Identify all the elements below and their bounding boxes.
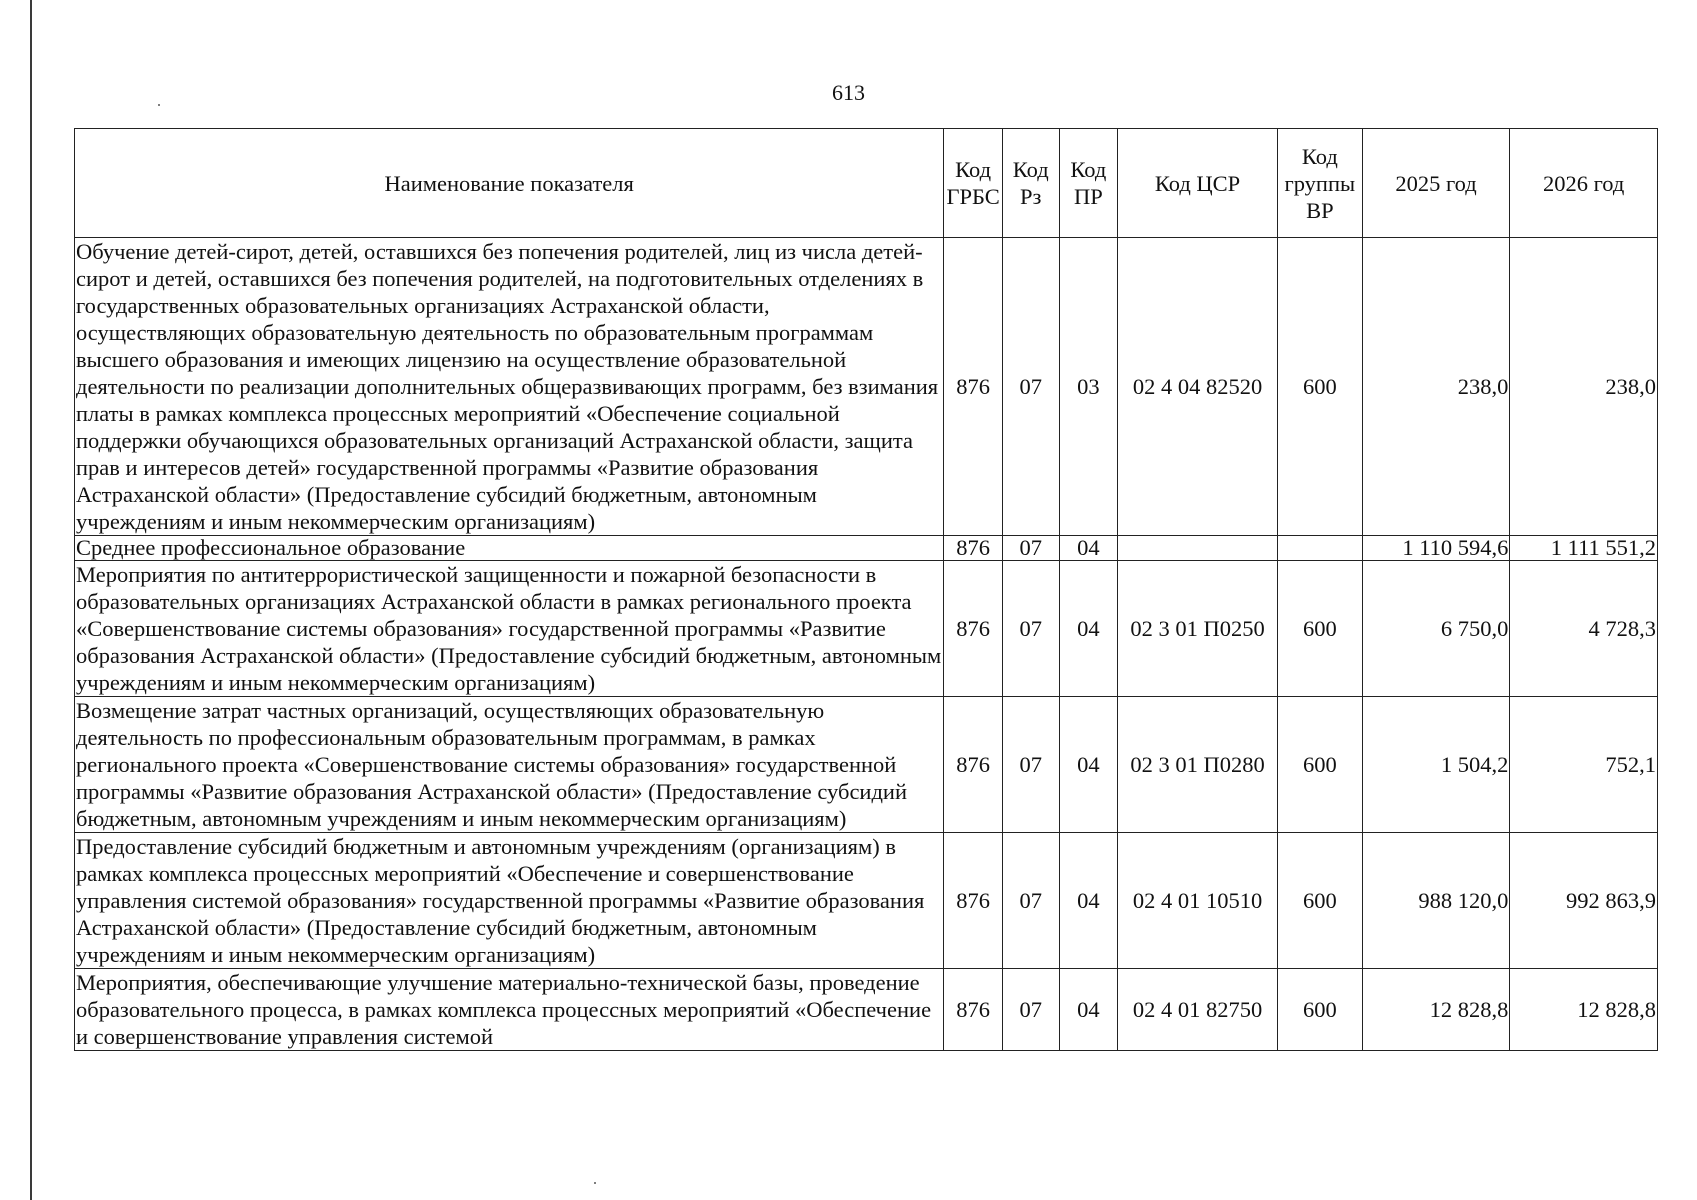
- row-2026: 238,0: [1510, 238, 1658, 536]
- row-rz: 07: [1002, 968, 1059, 1050]
- row-csr: 02 4 01 82750: [1118, 968, 1278, 1050]
- scan-speck: [594, 1182, 596, 1184]
- row-grbs: 876: [944, 238, 1003, 536]
- row-pr: 03: [1059, 238, 1118, 536]
- row-name: Обучение детей-сирот, детей, оставшихся без попечения родителей, лиц из числа детей-сирот и детей, оставшихся без попечения родителей, на подготовительных отделениях в государственных образовательных организациях Астраханской области, осуществляющих образовательную деятельность по образовательным программам высшего образования и имеющих лицензию на осуществление образовательной деятельности по реализации дополнительных общеразвивающих программ, без взимания платы в рамках комплекса процессных мероприятий «Обеспечение социальной поддержки обучающихся образовательных организаций Астраханской области, защита прав и интересов детей» государственной программы «Развитие образования Астраханской области» (Предоставление субсидий бюджетным, автономным учреждениям и иным некоммерческим организациям): [75, 238, 944, 536]
- row-csr: 02 3 01 П0250: [1118, 560, 1278, 696]
- row-vr: 600: [1277, 696, 1362, 832]
- row-grbs: 876: [944, 536, 1003, 561]
- table-row: [75, 968, 1658, 1050]
- row-2026: 752,1: [1510, 696, 1658, 832]
- row-rz: 07: [1002, 832, 1059, 968]
- header-2025: 2025 год: [1362, 129, 1510, 238]
- row-2026: 12 828,8: [1510, 968, 1658, 1050]
- row-name: Среднее профессиональное образование: [75, 536, 944, 561]
- header-pr: Код ПР: [1059, 129, 1118, 238]
- budget-table: [74, 128, 1658, 1051]
- scan-speck: [158, 104, 160, 106]
- row-2025: 6 750,0: [1362, 560, 1510, 696]
- header-grbs: Код ГРБС: [944, 129, 1003, 238]
- header-csr: Код ЦСР: [1118, 129, 1278, 238]
- binding-edge-line: [30, 0, 32, 1200]
- table-row: [75, 696, 1658, 832]
- row-csr: 02 4 01 10510: [1118, 832, 1278, 968]
- row-pr: 04: [1059, 696, 1118, 832]
- row-vr: 600: [1277, 968, 1362, 1050]
- row-2025: 238,0: [1362, 238, 1510, 536]
- table-row: [75, 536, 1658, 561]
- row-vr: 600: [1277, 238, 1362, 536]
- row-csr: 02 3 01 П0280: [1118, 696, 1278, 832]
- row-grbs: 876: [944, 560, 1003, 696]
- table-row: [75, 832, 1658, 968]
- row-name: Предоставление субсидий бюджетным и автономным учреждениям (организациям) в рамках комплекса процессных мероприятий «Обеспечение и совершенствование управления системой образования» государственной программы «Развитие образования Астраханской области» (Предоставление субсидий бюджетным, автономным учреждениям и иным некоммерческим организациям): [75, 832, 944, 968]
- row-rz: 07: [1002, 560, 1059, 696]
- page-number: 613: [832, 80, 865, 105]
- row-csr: [1118, 536, 1278, 561]
- row-pr: 04: [1059, 536, 1118, 561]
- row-2025: 1 110 594,6: [1362, 536, 1510, 561]
- row-name: Мероприятия, обеспечивающие улучшение материально-технической базы, проведение образовательного процесса, в рамках комплекса процессных мероприятий «Обеспечение и совершенствование управления системой: [75, 968, 944, 1050]
- table-row: [75, 560, 1658, 696]
- row-rz: 07: [1002, 536, 1059, 561]
- row-name: Возмещение затрат частных организаций, осуществляющих образовательную деятельность по профессиональным образовательным программам, в рамках регионального проекта «Совершенствование системы образования» государственной программы «Развитие образования Астраханской области» (Предоставление субсидий бюджетным, автономным учреждениям и иным некоммерческим организациям): [75, 696, 944, 832]
- row-2026: 1 111 551,2: [1510, 536, 1658, 561]
- row-vr: [1277, 536, 1362, 561]
- row-pr: 04: [1059, 832, 1118, 968]
- table-row: [75, 238, 1658, 536]
- row-2025: 988 120,0: [1362, 832, 1510, 968]
- header-rz: Код Рз: [1002, 129, 1059, 238]
- row-name: Мероприятия по антитеррористической защищенности и пожарной безопасности в образовательных организациях Астраханской области в рамках регионального проекта «Совершенствование системы образования» государственной программы «Развитие образования Астраханской области» (Предоставление субсидий бюджетным, автономным учреждениям и иным некоммерческим организациям): [75, 560, 944, 696]
- row-2025: 12 828,8: [1362, 968, 1510, 1050]
- row-vr: 600: [1277, 832, 1362, 968]
- header-vr: Код группы ВР: [1277, 129, 1362, 238]
- row-2026: 4 728,3: [1510, 560, 1658, 696]
- table-header-row: [75, 129, 1658, 238]
- row-pr: 04: [1059, 968, 1118, 1050]
- row-rz: 07: [1002, 238, 1059, 536]
- row-2025: 1 504,2: [1362, 696, 1510, 832]
- header-name: Наименование показателя: [75, 129, 944, 238]
- row-pr: 04: [1059, 560, 1118, 696]
- row-grbs: 876: [944, 696, 1003, 832]
- row-grbs: 876: [944, 832, 1003, 968]
- row-vr: 600: [1277, 560, 1362, 696]
- row-2026: 992 863,9: [1510, 832, 1658, 968]
- row-csr: 02 4 04 82520: [1118, 238, 1278, 536]
- row-grbs: 876: [944, 968, 1003, 1050]
- header-2026: 2026 год: [1510, 129, 1658, 238]
- row-rz: 07: [1002, 696, 1059, 832]
